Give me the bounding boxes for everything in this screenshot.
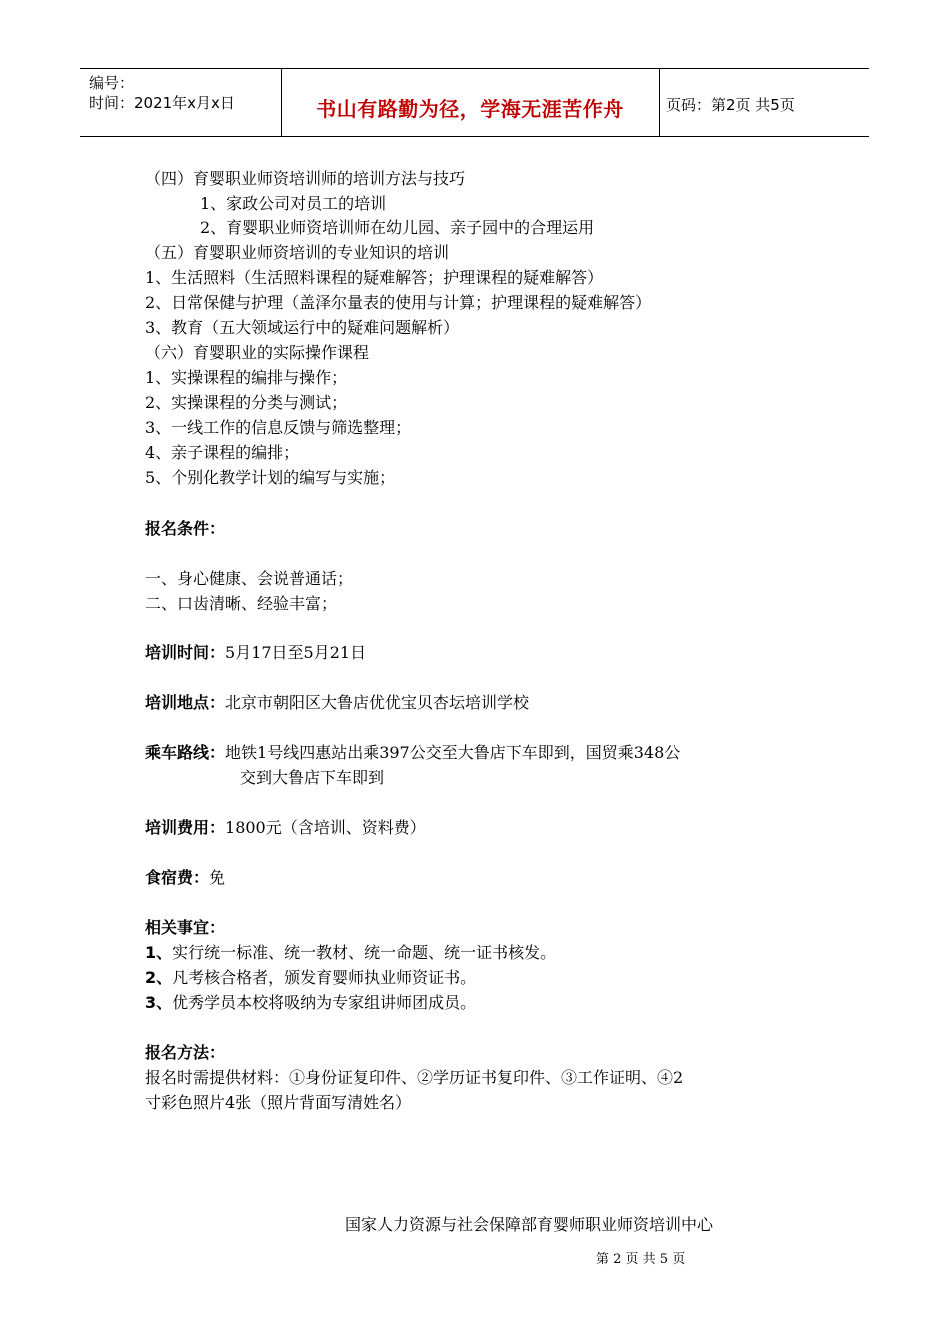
section-6-title: （六）育婴职业的实际操作课程 bbox=[145, 343, 370, 362]
route-label: 乘车路线： bbox=[145, 743, 226, 762]
page-header bbox=[80, 68, 869, 137]
section-5-title: （五）育婴职业师资培训的专业知识的培训 bbox=[145, 243, 450, 262]
header-time-label: 时间：2021年x月x日 bbox=[89, 94, 235, 112]
section-5-item: 2、日常保健与护理（盖泽尔量表的使用与计算；护理课程的疑难解答） bbox=[145, 293, 652, 312]
matters-item-number: 3、 bbox=[145, 993, 173, 1012]
matters-title: 相关事宜： bbox=[145, 918, 226, 937]
route-row bbox=[145, 741, 680, 765]
requirement-item: 一、身心健康、会说普通话； bbox=[145, 569, 354, 588]
fee-value: 1800元（含培训、资料费） bbox=[225, 818, 426, 837]
header-meta-cell bbox=[80, 69, 282, 136]
route-line-2: 交到大鲁店下车即到 bbox=[240, 768, 385, 787]
fee-row bbox=[145, 816, 426, 840]
board-label: 食宿费： bbox=[145, 868, 210, 887]
matters-item-text: 实行统一标准、统一教材、统一命题、统一证书核发。 bbox=[172, 943, 557, 962]
matters-item-number: 2、 bbox=[145, 968, 173, 987]
training-place-value: 北京市朝阳区大鲁店优优宝贝杏坛培训学校 bbox=[225, 693, 530, 712]
section-6-item: 3、一线工作的信息反馈与筛选整理； bbox=[145, 418, 412, 437]
matters-item bbox=[145, 991, 476, 1015]
matters-item-number: 1、 bbox=[145, 943, 173, 962]
method-line-1: 报名时需提供材料：①身份证复印件、②学历证书复印件、③工作证明、④2 bbox=[145, 1068, 684, 1087]
board-value: 免 bbox=[209, 868, 226, 887]
requirements-title: 报名条件： bbox=[145, 519, 226, 538]
training-time-row bbox=[145, 641, 366, 665]
requirement-item: 二、口齿清晰、经验丰富； bbox=[145, 594, 338, 613]
header-page-cell bbox=[660, 69, 869, 136]
training-time-label: 培训时间： bbox=[145, 643, 226, 662]
method-title: 报名方法： bbox=[145, 1043, 226, 1062]
footer-organization: 国家人力资源与社会保障部育婴师职业师资培训中心 bbox=[345, 1215, 714, 1234]
section-6-item: 1、实操课程的编排与操作； bbox=[145, 368, 348, 387]
header-number-label: 编号： bbox=[89, 74, 135, 92]
section-6-item: 2、实操课程的分类与测试； bbox=[145, 393, 348, 412]
section-6-item: 5、个别化教学计划的编写与实施； bbox=[145, 468, 396, 487]
route-line-1: 地铁1号线四惠站出乘397公交至大鲁店下车即到，国贸乘348公 bbox=[225, 743, 681, 762]
header-page-label: 页码：第2页 共5页 bbox=[666, 96, 795, 114]
header-motto-cell bbox=[281, 69, 660, 136]
matters-item-text: 优秀学员本校将吸纳为专家组讲师团成员。 bbox=[172, 993, 477, 1012]
section-5-item: 3、教育（五大领域运行中的疑难问题解析） bbox=[145, 318, 460, 337]
section-4-title: （四）育婴职业师资培训师的培训方法与技巧 bbox=[145, 169, 466, 188]
section-6-item: 4、亲子课程的编排； bbox=[145, 443, 300, 462]
training-place-label: 培训地点： bbox=[145, 693, 226, 712]
section-4-item: 1、家政公司对员工的培训 bbox=[200, 194, 387, 213]
section-5-item: 1、生活照料（生活照料课程的疑难解答；护理课程的疑难解答） bbox=[145, 268, 604, 287]
section-4-item: 2、育婴职业师资培训师在幼儿园、亲子园中的合理运用 bbox=[200, 218, 595, 237]
training-place-row bbox=[145, 691, 529, 715]
matters-item bbox=[145, 941, 556, 965]
footer-page-number: 第 2 页 共 5 页 bbox=[596, 1252, 686, 1267]
matters-item-text: 凡考核合格者，颁发育婴师执业师资证书。 bbox=[172, 968, 477, 987]
board-row bbox=[145, 866, 225, 890]
matters-item bbox=[145, 966, 476, 990]
method-line-2: 寸彩色照片4张（照片背面写清姓名） bbox=[145, 1093, 412, 1112]
training-time-value: 5月17日至5月21日 bbox=[225, 643, 367, 662]
fee-label: 培训费用： bbox=[145, 818, 226, 837]
header-motto: 书山有路勤为径，学海无涯苦作舟 bbox=[316, 97, 624, 121]
